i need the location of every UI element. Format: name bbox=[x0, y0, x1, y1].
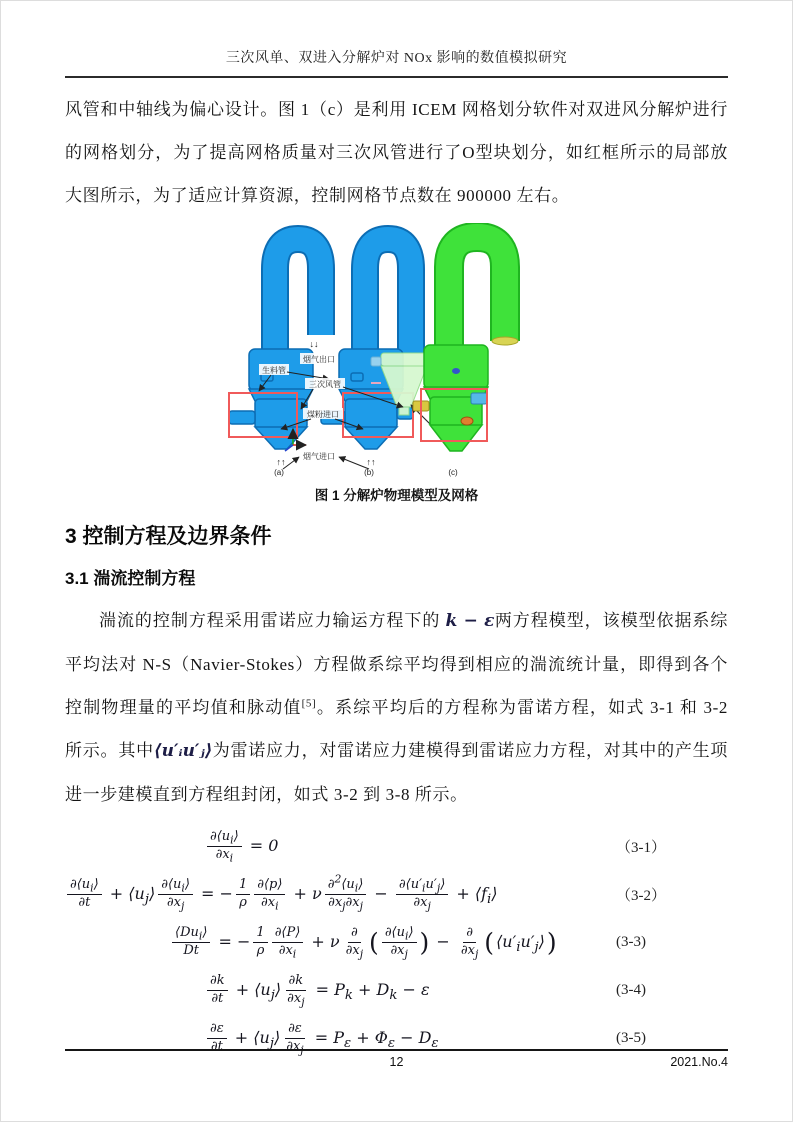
down-arrows-icon: ↓↓ bbox=[309, 339, 318, 349]
equation-formula: $\frac{⟨Du_i⟩}{Dt}$ = − $\frac{1}{\rho}$ $\frac{\partial⟨P⟩}{\partial x_i}$ + ν $\frac{\partial}{\partial x_j}$ ( $\frac{\partial⟨u_i⟩}{\partial x_j}$ ) − $\frac{\partial}{\partial x_j}$ ( $⟨u'_iu'_j⟩$) bbox=[65, 925, 616, 960]
label-flue-gas-inlet: 烟气进口 bbox=[302, 452, 335, 461]
subfig-c-label: (c) bbox=[447, 468, 458, 477]
equation-number: (3-4) bbox=[616, 981, 646, 998]
page-number: 12 bbox=[389, 1055, 404, 1069]
paragraph-2 bbox=[65, 599, 728, 816]
paragraph-1: 风管和中轴线为偏心设计。图 1（c）是利用 ICEM 网格划分软件对双进风分解炉进行的网格划分，为了提高网格质量对三次风管进行了O型块划分，如红框所示的局部放大图所示，为了适应计算资源，控制网格节点数在 900000 左右。 bbox=[65, 100, 728, 205]
label-coal-inlet: 煤粉进口 bbox=[306, 410, 339, 419]
subsection-heading: 3.1 湍流控制方程 bbox=[65, 569, 196, 588]
equation-formula: $\frac{\partial k}{\partial t}$ + $⟨u_j⟩$ $\frac{\partial k}{\partial x_j}$ = $P_k + D_k - \varepsilon$ bbox=[65, 973, 616, 1008]
up-arrows-b-icon: ↑↑ bbox=[366, 457, 375, 467]
equation-row bbox=[65, 824, 728, 868]
inline-math-k-epsilon: k − ε bbox=[445, 611, 495, 631]
header-rule bbox=[65, 76, 728, 78]
equation-row bbox=[65, 872, 728, 916]
equation-number: （3-2） bbox=[616, 887, 666, 904]
equation-number: （3-1） bbox=[616, 839, 666, 856]
paragraph-2-text-a: 湍流的控制方程采用雷诺应力输运方程下的 bbox=[99, 611, 446, 630]
equation-number: (3-3) bbox=[616, 933, 646, 950]
equation-formula: $\frac{\partial⟨u_i⟩}{\partial x_i}$ = 0 bbox=[65, 829, 616, 864]
equations bbox=[65, 824, 728, 1060]
equation-row bbox=[65, 920, 728, 964]
label-raw-meal-pipe: 生料管 bbox=[261, 366, 286, 375]
label-flue-gas-outlet: 烟气出口 bbox=[302, 355, 335, 364]
equation-row bbox=[65, 968, 728, 1012]
equation-formula: $\frac{\partial\varepsilon}{\partial t}$ + $⟨u_j⟩$ $\frac{\partial\varepsilon}{\partial x_j}$ = $P_\varepsilon + \Phi_\varepsilon - D_\varepsilon$ bbox=[65, 1021, 616, 1056]
issue-label: 2021.No.4 bbox=[670, 1055, 728, 1069]
up-arrows-a-icon: ↑↑ bbox=[276, 457, 285, 467]
equation-number: (3-5) bbox=[616, 1029, 646, 1046]
section-heading: 3 控制方程及边界条件 bbox=[65, 525, 272, 548]
figure-1 bbox=[65, 223, 728, 504]
citation-5: [5] bbox=[301, 697, 317, 710]
label-tertiary-air-pipe: 三次风管 bbox=[308, 380, 341, 389]
furnace-models-figure bbox=[221, 223, 573, 477]
equation-formula: $\frac{\partial⟨u_i⟩}{\partial t}$ + $⟨u_j⟩$ $\frac{\partial⟨u_i⟩}{\partial x_j}$ = − $\frac{1}{\rho}$ $\frac{\partial⟨p⟩}{\partial x_i}$ + ν $\frac{\partial^2⟨u_i⟩}{\partial x_j\partial x_j}$ − $\frac{\partial⟨u'_iu'_j⟩}{\partial x_j}$ + $⟨f_i⟩$ bbox=[65, 877, 616, 912]
paragraph-2-text-c: 。系综平均后的方程称为雷诺方程，如式 3-1 和 3-2 所示。其中 bbox=[65, 698, 728, 760]
page-footer bbox=[65, 1049, 728, 1073]
paragraph-2-text-d: 为雷诺应力，对雷诺应力建模得到雷诺应力方程，对其中的产生项进一步建模直到方程组封闭，如式 3-2 到 3-8 所示。 bbox=[65, 741, 729, 804]
model-c bbox=[413, 237, 518, 451]
inline-math-reynolds-stress: ⟨u′ᵢu′ⱼ⟩ bbox=[153, 741, 213, 761]
subfig-a-label: (a) bbox=[273, 468, 284, 477]
subfig-b-label: (b) bbox=[363, 468, 374, 477]
figure-caption: 图 1 分解炉物理模型及网格 bbox=[314, 488, 479, 503]
paragraph-2-text-b: 两方程模型，该模型依据系综平均法对 N-S（Navier-Stokes）方程做系综平均得到相应的湍流统计量，即得到各个控制物理量的平均值和脉动值 bbox=[65, 611, 728, 717]
running-header-title: 三次风单、双进入分解炉对 NOx 影响的数值模拟研究 bbox=[225, 51, 568, 66]
